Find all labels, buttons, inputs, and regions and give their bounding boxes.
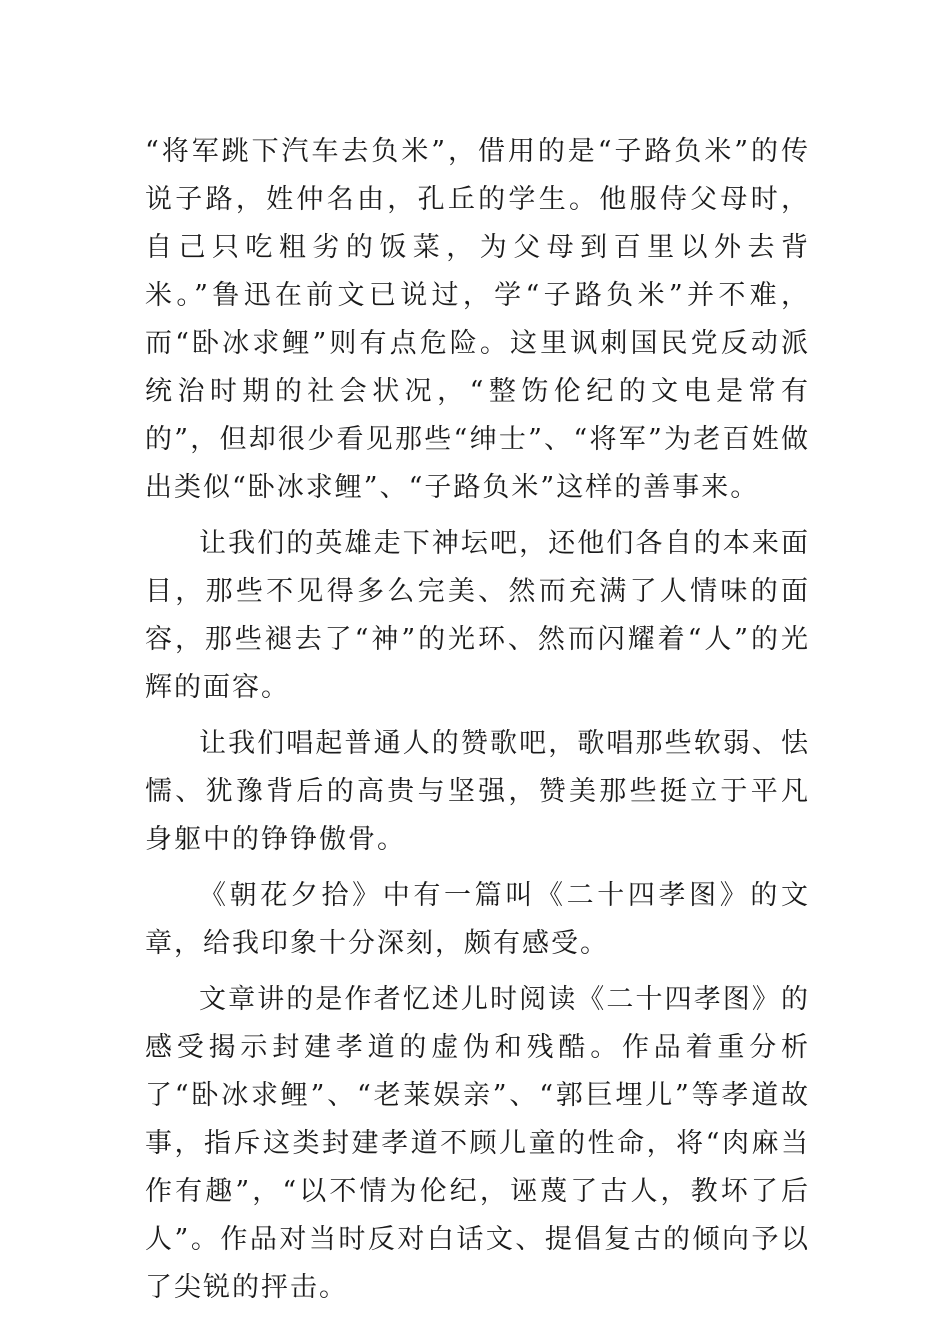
- paragraph-zilu-fumi: “将军跳下汽车去负米”，借用的是“子路负米”的传说子路，姓仲名由，孔丘的学生。他服侍父母时，自己只吃粗劣的饭菜，为父母到百里以外去背米。”鲁迅在前文已说过，学“子路负米”并不难，而“卧冰求鲤”则有点危险。这里讽刺国民党反动派统治时期的社会状况，“整饬伦纪的文电是常有的”，但却很少看见那些“绅士”、“将军”为老百姓做出类似“卧冰求鲤”、“子路负米”这样的善事来。: [145, 136, 810, 503]
- paragraph-zhaohua-xishi: 《朝花夕拾》中有一篇叫《二十四孝图》的文章，给我印象十分深刻，颇有感受。: [145, 880, 810, 959]
- paragraph-article-summary: 文章讲的是作者忆述儿时阅读《二十四孝图》的感受揭示封建孝道的虚伪和残酷。作品着重分析了“卧冰求鲤”、“老莱娱亲”、“郭巨埋儿”等孝道故事，指斥这类封建孝道不顾儿童的性命，将“肉麻当作有趣”，“以不情为伦纪，诬蔑了古人，教坏了后人”。作品对当时反对白话文、提倡复古的倾向予以了尖锐的抨击。: [145, 984, 810, 1303]
- paragraph-ordinary-people: 让我们唱起普通人的赞歌吧，歌唱那些软弱、怯懦、犹豫背后的高贵与坚强，赞美那些挺立于平凡身躯中的铮铮傲骨。: [145, 728, 810, 855]
- paragraph-heroes: 让我们的英雄走下神坛吧，还他们各自的本来面目，那些不见得多么完美、然而充满了人情味的面容，那些褪去了“神”的光环、然而闪耀着“人”的光辉的面容。: [145, 528, 810, 703]
- document-body: [145, 128, 810, 1320]
